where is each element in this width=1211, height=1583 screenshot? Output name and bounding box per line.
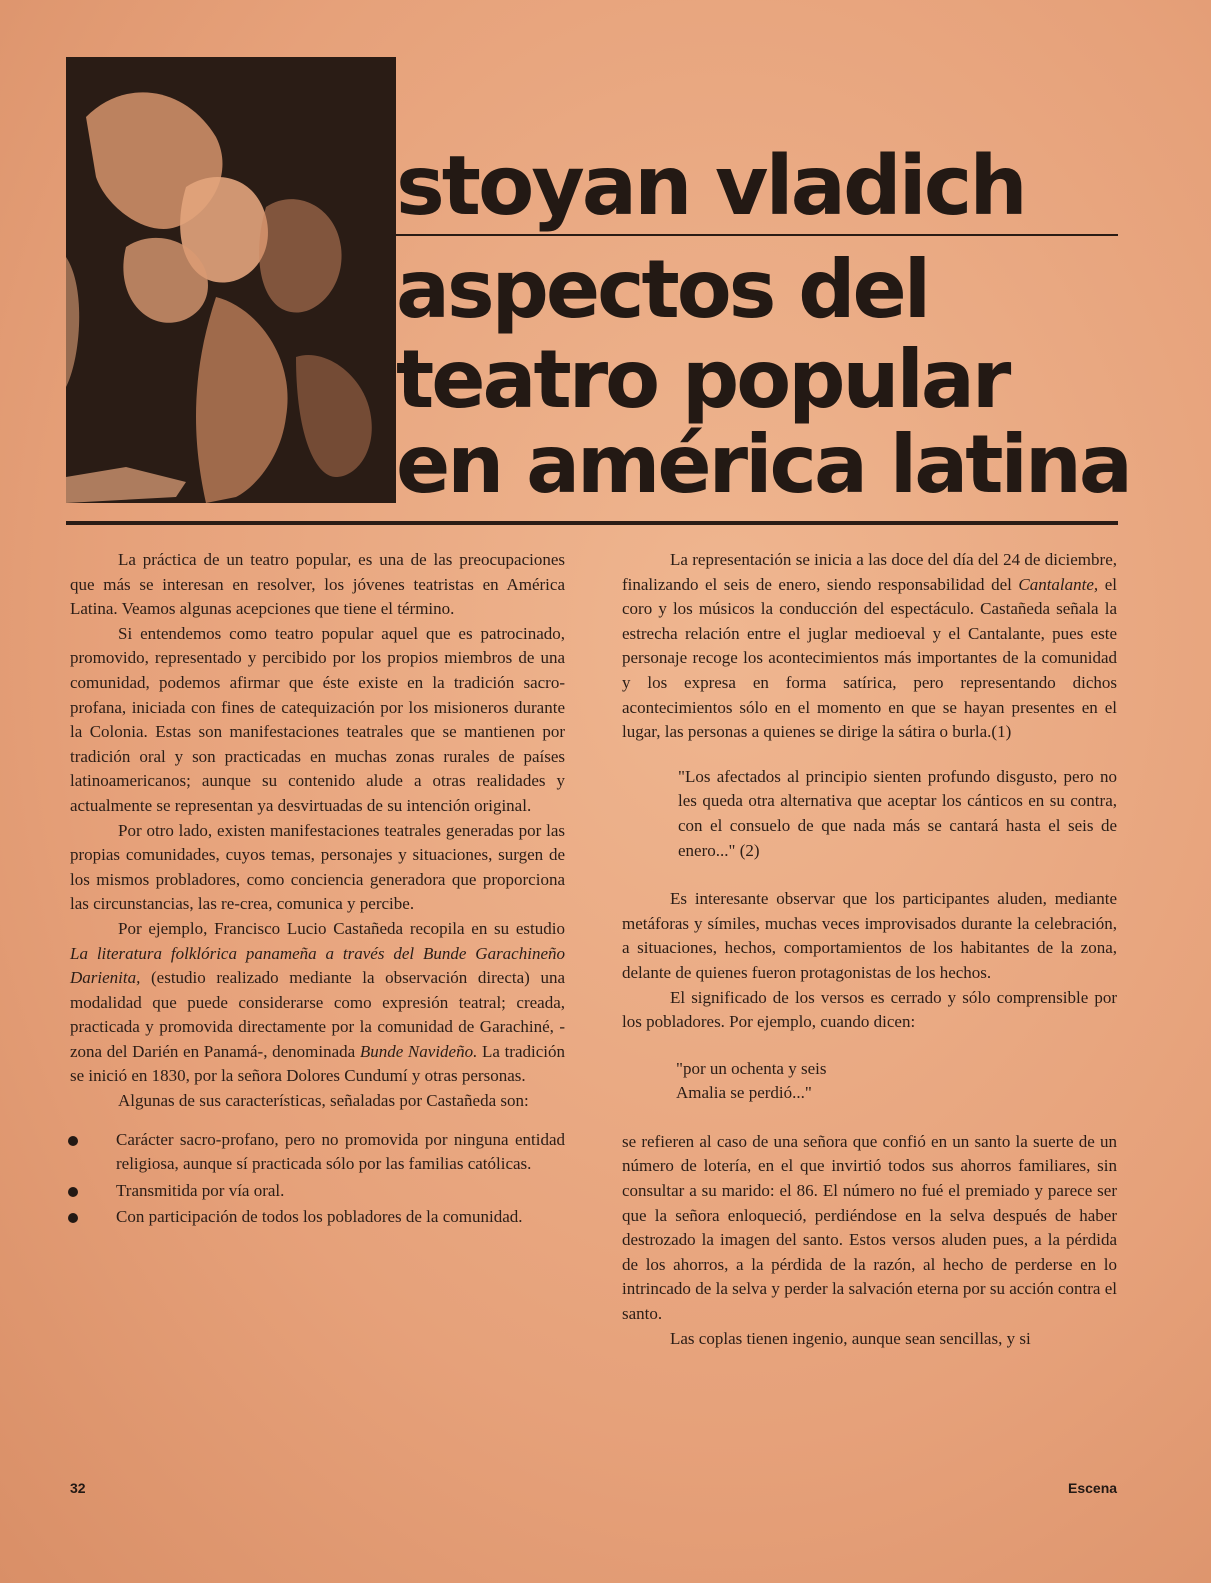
- bullet-icon: [68, 1187, 78, 1197]
- characteristics-list: [70, 1128, 565, 1230]
- verse-line: Amalia se perdió...": [676, 1083, 812, 1103]
- quote-text: "Los afectados al principio sienten profundo disgusto, pero no les queda otra alternativa que aceptar los cánticos en su contra, con el consuelo de que nada más se cantará hasta el seis de enero..." (2): [678, 766, 1117, 860]
- list-item-text: Transmitida por vía oral.: [116, 1180, 285, 1200]
- bullet-icon: [68, 1136, 78, 1146]
- author-divider: [396, 234, 1118, 236]
- text-run: La tradición se inició en 1830, por la señora Dolores Cundumí y otras personas.: [70, 1041, 565, 1086]
- book-title: La literatura folklórica panameña a través del Bunde Garachineño Darienita,: [70, 943, 565, 988]
- list-item: [70, 1128, 565, 1177]
- paragraph: Las coplas tienen ingenio, aunque sean sencillas, y si: [670, 1328, 1031, 1348]
- paragraph: Si entendemos como teatro popular aquel que es patrocinado, promovido, representado y percibido por los propios miembros de una comunidad, podemos afirmar que éste existe en la tradición sacro-profana, iniciada con fines de catequización por los misioneros durante la Colonia. Estas son manifestaciones teatrales que se mantienen por tradición oral y son practicadas en muchas zonas rurales de países latinoamericanos; aunque su contenido alude a otras realidades y actualmente se representan ya desvirtuadas de su intención original.: [70, 623, 565, 815]
- list-item: [70, 1179, 565, 1204]
- right-column: [622, 548, 1117, 1351]
- list-intro: Algunas de sus características, señaladas por Castañeda son:: [118, 1091, 529, 1111]
- paragraph: La práctica de un teatro popular, es una de las preocupaciones que más se interesan en resolver, los jóvenes teatristas en América Latina. Veamos algunas acepciones que tiene el término.: [70, 550, 565, 619]
- bullet-icon: [68, 1213, 78, 1223]
- text-run: (estudio realizado mediante la observación directa) una modalidad que puede considerarse como expresión teatral; creada, practicada y promovida directamente por la comunidad de Garachiné, -zona del Darién en Panamá-, denominada: [70, 968, 565, 1061]
- verse-line: "por un ochenta y seis: [676, 1058, 827, 1078]
- paragraph-castaneda: [70, 917, 565, 1089]
- text-run: La representación se inicia a las doce del día del 24 de diciembre, finalizando el seis de enero, siendo responsabilidad del: [622, 550, 1117, 594]
- article-title-line-3: en américa latina: [396, 418, 1130, 511]
- paragraph: Es interesante observar que los participantes aluden, mediante metáforas y símiles, muchas veces improvisados durante la celebración, a situaciones, hechos, comportamientos de los habitantes de la zona, delante de quienes fueron protagonistas de los hechos.: [622, 889, 1117, 982]
- tradition-name: Bunde Navideño.: [359, 1041, 478, 1061]
- text-run: el coro y los músicos la conducción del espectáculo. Castañeda señala la estrecha relación entre el juglar medioeval y el Cantalante, pues este personaje recoge los acontecimientos más importantes de la comunidad y los expresa en forma satírica, pero representando dichos acontecimientos sólo en el momento en que se hayan presentes en el lugar, las personas a quienes se dirige la sátira o burla.(1): [622, 574, 1117, 742]
- article-title-line-1: aspectos del: [396, 243, 929, 336]
- verse-quote: [676, 1057, 1117, 1106]
- text-run: Por ejemplo, Francisco Lucio Castañeda recopila en su estudio: [118, 918, 565, 938]
- header-illustration: [66, 57, 396, 503]
- page-number: 32: [70, 1480, 86, 1496]
- header-divider: [66, 521, 1118, 525]
- list-item-text: Con participación de todos los pobladores de la comunidad.: [116, 1207, 523, 1227]
- author-name: stoyan vladich: [396, 139, 1025, 234]
- paragraph: Por otro lado, existen manifestaciones teatrales generadas por las propias comunidades, cuyos temas, personajes y situaciones, surgen de los mismos probladores, como conciencia generadora que proporciona las circunstancias, las re-crea, comunica y percibe.: [70, 820, 565, 914]
- magazine-name: Escena: [1068, 1480, 1118, 1496]
- article-title-line-2: teatro popular: [396, 333, 1009, 426]
- list-item-text: Carácter sacro-profano, pero no promovida por ninguna entidad religiosa, aunque sí practicada sólo por las familias católicas.: [116, 1129, 565, 1174]
- cantalante-term: Cantalante,: [1018, 574, 1099, 594]
- paragraph: El significado de los versos es cerrado y sólo comprensible por los pobladores. Por ejemplo, cuando dicen:: [622, 987, 1117, 1032]
- left-column: [70, 548, 565, 1232]
- block-quote: [678, 765, 1117, 863]
- paragraph: se refieren al caso de una señora que confió en un santo la suerte de un número de lotería, en el que invirtió todos sus ahorros familiares, sin consultar a su marido: el 86. El número no fué el premiado y parece ser que la señora enloqueció, perdiéndose en la selva después de haber destrozado la imagen del santo. Estos versos aluden pues, a la pérdida de los ahorros, a la pérdida de la razón, al hecho de perderse en lo intrincado de la selva y perder la salvación eterna por su acción contra el santo.: [622, 1131, 1117, 1324]
- paragraph-intro: [622, 548, 1117, 745]
- figures-silhouette-image: [66, 57, 396, 503]
- list-item: [70, 1205, 565, 1230]
